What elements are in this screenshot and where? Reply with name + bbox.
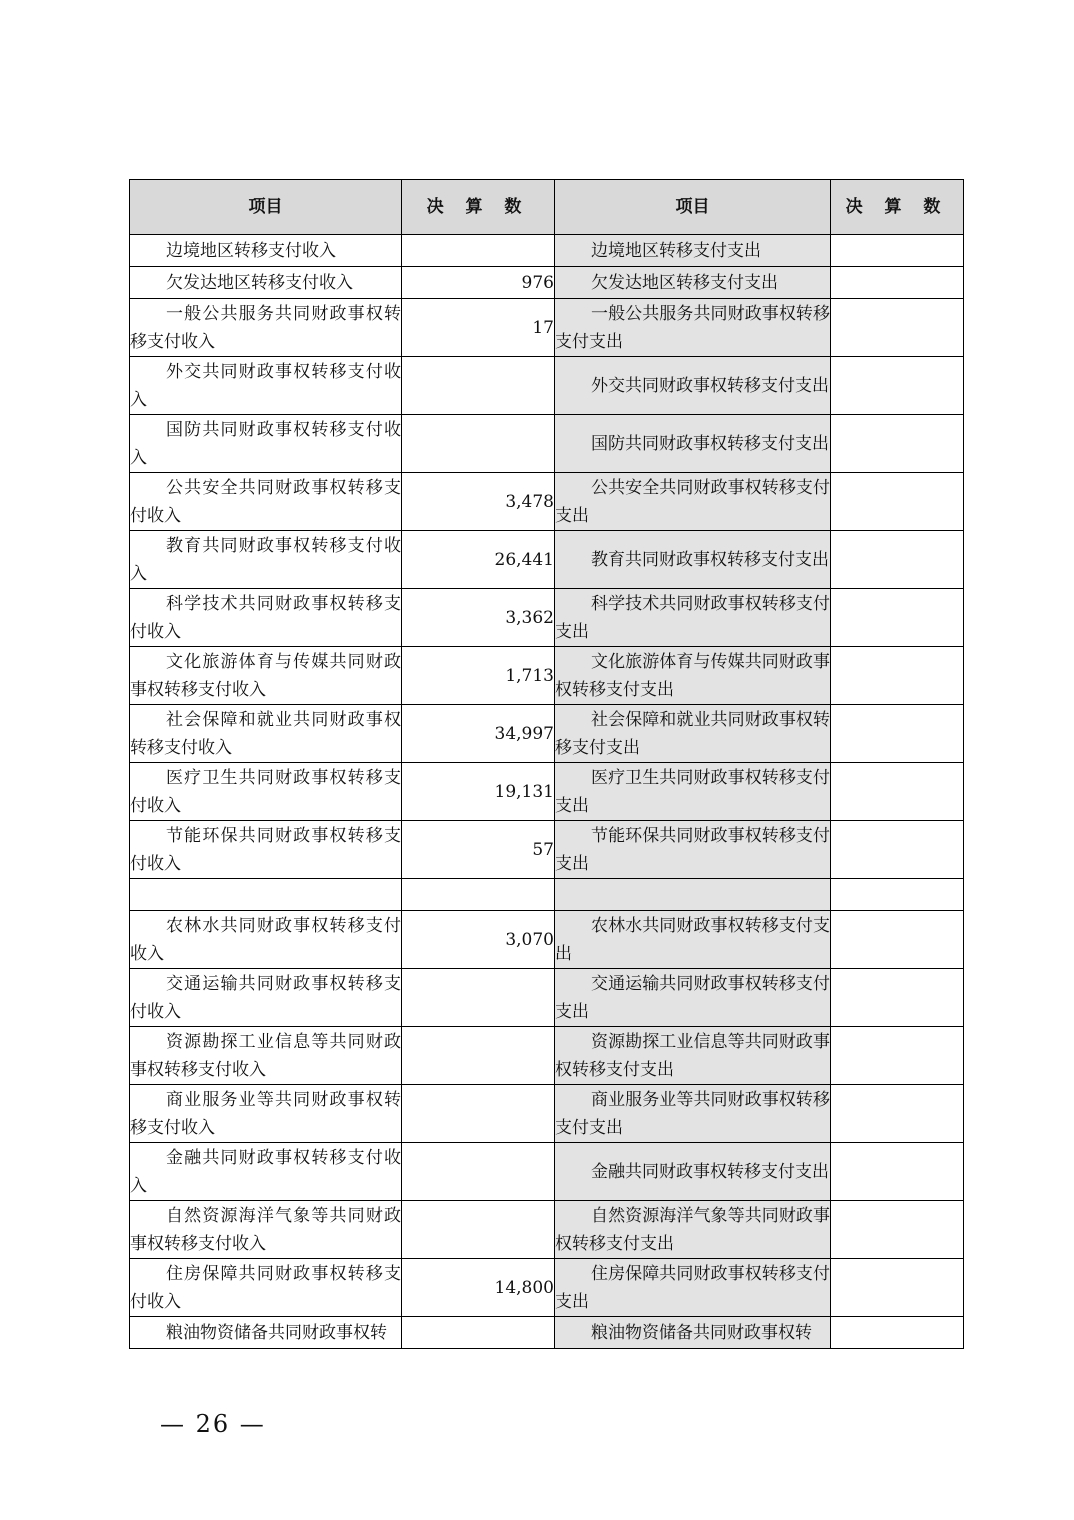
table-row: [130, 357, 964, 415]
amount-right-cell: [831, 1259, 964, 1317]
item-right-cell: [555, 969, 831, 1027]
amount-left-cell: [402, 821, 555, 879]
amount-left-cell: [402, 531, 555, 589]
item-left-text: 住房保障共同财政事权转移支付收入: [130, 1263, 401, 1312]
item-left-text: 农林水共同财政事权转移支付收入: [130, 915, 401, 964]
amount-right-cell: [831, 879, 964, 911]
item-left-text: 金融共同财政事权转移支付收入: [130, 1147, 401, 1196]
item-right-cell: [555, 299, 831, 357]
item-right-cell: [555, 235, 831, 267]
item-right-cell: [555, 911, 831, 969]
amount-left-cell: [402, 1143, 555, 1201]
item-right-cell: [555, 473, 831, 531]
item-left-text: 欠发达地区转移支付收入: [166, 272, 353, 293]
amount-right-cell: [831, 299, 964, 357]
amount-left-text: 3,478: [505, 491, 554, 512]
amount-right-cell: [831, 589, 964, 647]
item-right-cell: [555, 1143, 831, 1201]
amount-right-cell: [831, 911, 964, 969]
item-right-text: 公共安全共同财政事权转移支付支出: [555, 477, 830, 526]
item-left-text: 社会保障和就业共同财政事权转移支付收入: [130, 709, 401, 758]
item-left-text: 资源勘探工业信息等共同财政事权转移支付收入: [130, 1031, 401, 1080]
amount-right-cell: [831, 705, 964, 763]
item-right-text: 商业服务业等共同财政事权转移支付支出: [555, 1089, 830, 1138]
table-row: [130, 969, 964, 1027]
amount-left-cell: [402, 911, 555, 969]
amount-right-cell: [831, 647, 964, 705]
item-right-text: 自然资源海洋气象等共同财政事权转移支付支出: [555, 1205, 830, 1254]
table-row: [130, 821, 964, 879]
item-right-text: 医疗卫生共同财政事权转移支付支出: [555, 767, 830, 816]
item-left-cell: [130, 1143, 402, 1201]
amount-left-cell: [402, 1259, 555, 1317]
item-left-text: 医疗卫生共同财政事权转移支付收入: [130, 767, 401, 816]
item-right-cell: [555, 647, 831, 705]
table-row: [130, 589, 964, 647]
table-row: [130, 531, 964, 589]
item-right-cell: [555, 357, 831, 415]
item-left-cell: [130, 647, 402, 705]
item-left-cell: [130, 969, 402, 1027]
item-left-cell: [130, 1317, 402, 1349]
item-right-text: 国防共同财政事权转移支付支出: [591, 433, 829, 454]
table-row: [130, 763, 964, 821]
amount-right-cell: [831, 531, 964, 589]
amount-left-text: 34,997: [494, 723, 554, 744]
table-row: [130, 879, 964, 911]
amount-left-cell: [402, 267, 555, 299]
item-left-cell: [130, 763, 402, 821]
page-number: — 26 —: [160, 1410, 266, 1438]
header-item-left: 项目: [130, 180, 402, 235]
item-left-cell: [130, 357, 402, 415]
item-right-text: 一般公共服务共同财政事权转移支付支出: [555, 303, 830, 352]
amount-right-cell: [831, 1143, 964, 1201]
table-row: [130, 1259, 964, 1317]
amount-left-text: 976: [521, 272, 554, 293]
item-right-cell: [555, 1317, 831, 1349]
item-right-text: 外交共同财政事权转移支付支出: [591, 375, 829, 396]
amount-left-cell: [402, 1085, 555, 1143]
item-left-cell: [130, 589, 402, 647]
item-right-text: 教育共同财政事权转移支付支出: [591, 549, 829, 570]
item-left-cell: [130, 473, 402, 531]
amount-right-cell: [831, 969, 964, 1027]
item-right-text: 欠发达地区转移支付支出: [591, 272, 778, 293]
amount-left-text: 3,362: [505, 607, 554, 628]
table-row: [130, 267, 964, 299]
amount-right-cell: [831, 415, 964, 473]
amount-left-cell: [402, 763, 555, 821]
item-left-cell: [130, 1201, 402, 1259]
amount-left-text: 17: [532, 317, 554, 338]
amount-left-cell: [402, 969, 555, 1027]
item-right-text: 社会保障和就业共同财政事权转移支付支出: [555, 709, 830, 758]
amount-right-cell: [831, 821, 964, 879]
amount-left-cell: [402, 1201, 555, 1259]
item-left-text: 交通运输共同财政事权转移支付收入: [130, 973, 401, 1022]
table-row: [130, 235, 964, 267]
table-row: [130, 415, 964, 473]
amount-left-text: 19,131: [494, 781, 554, 802]
item-right-text: 边境地区转移支付支出: [591, 240, 761, 261]
item-left-cell: [130, 879, 402, 911]
amount-right-cell: [831, 1027, 964, 1085]
item-right-cell: [555, 1085, 831, 1143]
item-right-text: 文化旅游体育与传媒共同财政事权转移支付支出: [555, 651, 830, 700]
item-right-cell: [555, 531, 831, 589]
item-right-text: 资源勘探工业信息等共同财政事权转移支付支出: [555, 1031, 830, 1080]
item-left-cell: [130, 415, 402, 473]
item-right-cell: [555, 879, 831, 911]
item-right-cell: [555, 1201, 831, 1259]
item-left-cell: [130, 1027, 402, 1085]
item-left-cell: [130, 911, 402, 969]
amount-left-cell: [402, 1317, 555, 1349]
amount-left-cell: [402, 647, 555, 705]
item-right-text: 住房保障共同财政事权转移支付支出: [555, 1263, 830, 1312]
amount-right-cell: [831, 1201, 964, 1259]
table-row: [130, 647, 964, 705]
item-left-cell: [130, 1085, 402, 1143]
header-amount-left: 决 算 数: [402, 180, 555, 235]
item-right-text: 粮油物资储备共同财政事权转: [591, 1322, 812, 1343]
amount-right-cell: [831, 267, 964, 299]
table-header-row: [130, 180, 964, 235]
item-left-text: 文化旅游体育与传媒共同财政事权转移支付收入: [130, 651, 401, 700]
amount-left-cell: [402, 879, 555, 911]
amount-right-cell: [831, 1085, 964, 1143]
item-right-cell: [555, 763, 831, 821]
header-amount-right: 决 算 数: [831, 180, 964, 235]
item-left-cell: [130, 531, 402, 589]
amount-left-text: 1,713: [505, 665, 554, 686]
amount-left-cell: [402, 235, 555, 267]
item-left-text: 科学技术共同财政事权转移支付收入: [130, 593, 401, 642]
amount-right-cell: [831, 357, 964, 415]
table-row: [130, 705, 964, 763]
item-right-text: 金融共同财政事权转移支付支出: [591, 1161, 829, 1182]
item-right-text: 科学技术共同财政事权转移支付支出: [555, 593, 830, 642]
amount-left-text: 57: [532, 839, 554, 860]
item-right-cell: [555, 821, 831, 879]
amount-left-text: 14,800: [494, 1277, 554, 1298]
item-right-cell: [555, 589, 831, 647]
item-right-text: 交通运输共同财政事权转移支付支出: [555, 973, 830, 1022]
item-left-text: 外交共同财政事权转移支付收入: [130, 361, 401, 410]
amount-right-cell: [831, 473, 964, 531]
item-left-cell: [130, 705, 402, 763]
amount-left-cell: [402, 299, 555, 357]
item-left-text: 边境地区转移支付收入: [166, 240, 336, 261]
table-row: [130, 473, 964, 531]
amount-left-text: 3,070: [505, 929, 554, 950]
amount-right-cell: [831, 763, 964, 821]
item-right-cell: [555, 705, 831, 763]
table-row: [130, 1027, 964, 1085]
item-right-text: 节能环保共同财政事权转移支付支出: [555, 825, 830, 874]
amount-right-cell: [831, 235, 964, 267]
amount-left-cell: [402, 1027, 555, 1085]
item-right-cell: [555, 267, 831, 299]
amount-left-cell: [402, 473, 555, 531]
item-left-text: 自然资源海洋气象等共同财政事权转移支付收入: [130, 1205, 401, 1254]
amount-left-text: 26,441: [494, 549, 554, 570]
budget-table: [129, 179, 964, 1349]
item-left-text: 国防共同财政事权转移支付收入: [130, 419, 401, 468]
item-right-cell: [555, 1027, 831, 1085]
table-row: [130, 299, 964, 357]
amount-left-cell: [402, 357, 555, 415]
item-left-cell: [130, 299, 402, 357]
item-left-cell: [130, 267, 402, 299]
table-row: [130, 1143, 964, 1201]
amount-right-cell: [831, 1317, 964, 1349]
item-left-text: 粮油物资储备共同财政事权转: [166, 1322, 387, 1343]
item-left-cell: [130, 821, 402, 879]
header-item-right: 项目: [555, 180, 831, 235]
item-left-cell: [130, 235, 402, 267]
table-row: [130, 911, 964, 969]
item-left-text: 商业服务业等共同财政事权转移支付收入: [130, 1089, 401, 1138]
item-left-cell: [130, 1259, 402, 1317]
item-right-text: 农林水共同财政事权转移支付支出: [555, 915, 830, 964]
table-row: [130, 1085, 964, 1143]
amount-left-cell: [402, 415, 555, 473]
amount-left-cell: [402, 705, 555, 763]
item-right-cell: [555, 415, 831, 473]
table-row: [130, 1201, 964, 1259]
item-right-cell: [555, 1259, 831, 1317]
item-left-text: 节能环保共同财政事权转移支付收入: [130, 825, 401, 874]
amount-left-cell: [402, 589, 555, 647]
item-left-text: 公共安全共同财政事权转移支付收入: [130, 477, 401, 526]
item-left-text: 教育共同财政事权转移支付收入: [130, 535, 401, 584]
table-body: [130, 235, 964, 1349]
item-left-text: 一般公共服务共同财政事权转移支付收入: [130, 303, 401, 352]
table-row: [130, 1317, 964, 1349]
